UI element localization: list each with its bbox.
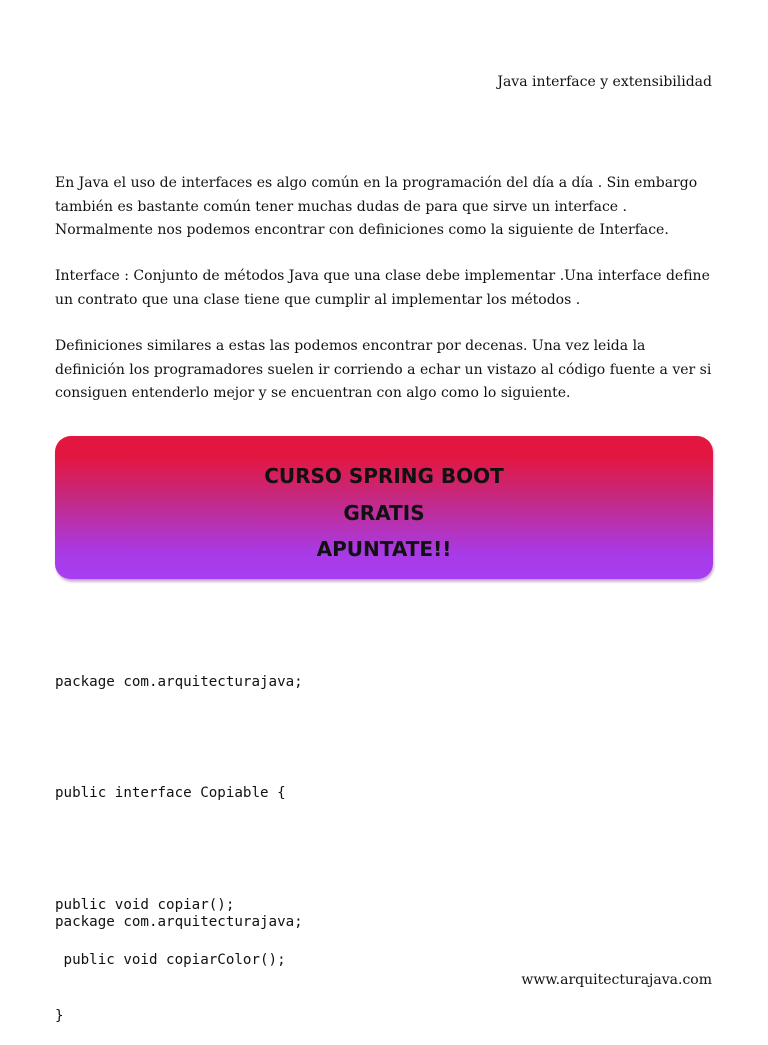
text-line: definición los programadores suelen ir corriendo a echar un vistazo al código fuente a ver si (55, 361, 712, 378)
code-line: public interface Copiable { (55, 785, 286, 802)
footer-website: www.arquitecturajava.com (521, 972, 712, 988)
text-line: En Java el uso de interfaces es algo común en la programación del día a día . Sin embargo (55, 175, 698, 191)
text-line: consiguen entenderlo mejor y se encuentran con algo como lo siguiente. (55, 385, 571, 401)
text-line: Normalmente nos podemos encontrar con definiciones como la siguiente de Interface. (55, 222, 669, 238)
banner-line-course: CURSO SPRING BOOT (264, 464, 504, 488)
page-header-title: Java interface y extensibilidad (497, 74, 712, 90)
intro-paragraph (55, 172, 719, 243)
banner-line-signup: APUNTATE!! (316, 537, 452, 561)
spring-boot-course-banner[interactable] (55, 436, 713, 580)
code-line: package com.arquitecturajava; (55, 674, 303, 690)
code-line: public void copiarColor(); (55, 952, 286, 969)
code-line (55, 838, 715, 862)
text-line: también es bastante común tener muchas dudas de para que sirve un interface . (55, 198, 627, 215)
text-line: un contrato que una clase tiene que cumplir al implementar los métodos . (55, 291, 581, 308)
text-line: Definiciones similares a estas las podemos encontrar por decenas. Una vez leida la (55, 338, 646, 354)
code-line: package com.arquitecturajava; (55, 914, 303, 930)
code-line: public void copiar(); (55, 896, 235, 913)
code-block-package (55, 879, 715, 951)
explanation-paragraph (55, 335, 719, 406)
code-line (55, 727, 715, 751)
banner-line-free: GRATIS (343, 500, 425, 525)
text-line: Interface : Conjunto de métodos Java que una clase debe implementar .Una interface define (55, 268, 710, 284)
definition-paragraph (55, 265, 719, 312)
code-line: } (55, 1008, 64, 1025)
